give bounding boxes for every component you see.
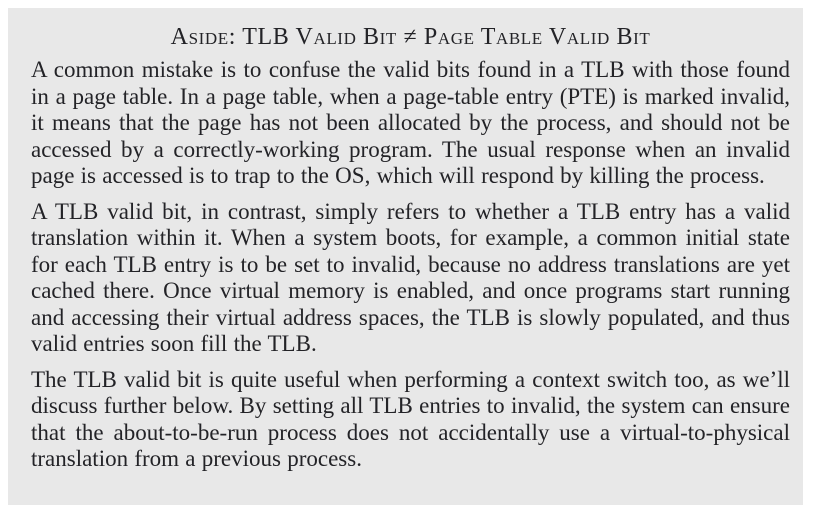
aside-paragraph-3: The TLB valid bit is quite useful when performing a context switch too, as we’ll discuss further below. By setting all TLB entries to invalid, the system can ensure that the about-to-be-run process does not accidentally use a virtual-to-physical translation from a previous process. bbox=[31, 366, 790, 471]
aside-box bbox=[8, 8, 803, 505]
aside-paragraph-2: A TLB valid bit, in contrast, simply refers to whether a TLB entry has a valid translation within it. When a system boots, for example, a common initial state for each TLB entry is to be set to invalid, because no address translations are yet cached there. Once virtual memory is enabled, and once programs start running and accessing their virtual address spaces, the TLB is slowly populated, and thus valid entries soon fill the TLB. bbox=[31, 198, 790, 356]
aside-title: Aside: TLB Valid Bit ≠ Page Table Valid Bit bbox=[170, 24, 651, 50]
aside-paragraph-1: A common mistake is to confuse the valid bits found in a TLB with those found in a page table. In a page table, when a page-table entry (PTE) is marked invalid, it means that the page has not been allocated by the process, and should not be accessed by a correctly-working program. The usual response when an invalid page is accessed is to trap to the OS, which will respond by killing the process. bbox=[31, 57, 790, 188]
